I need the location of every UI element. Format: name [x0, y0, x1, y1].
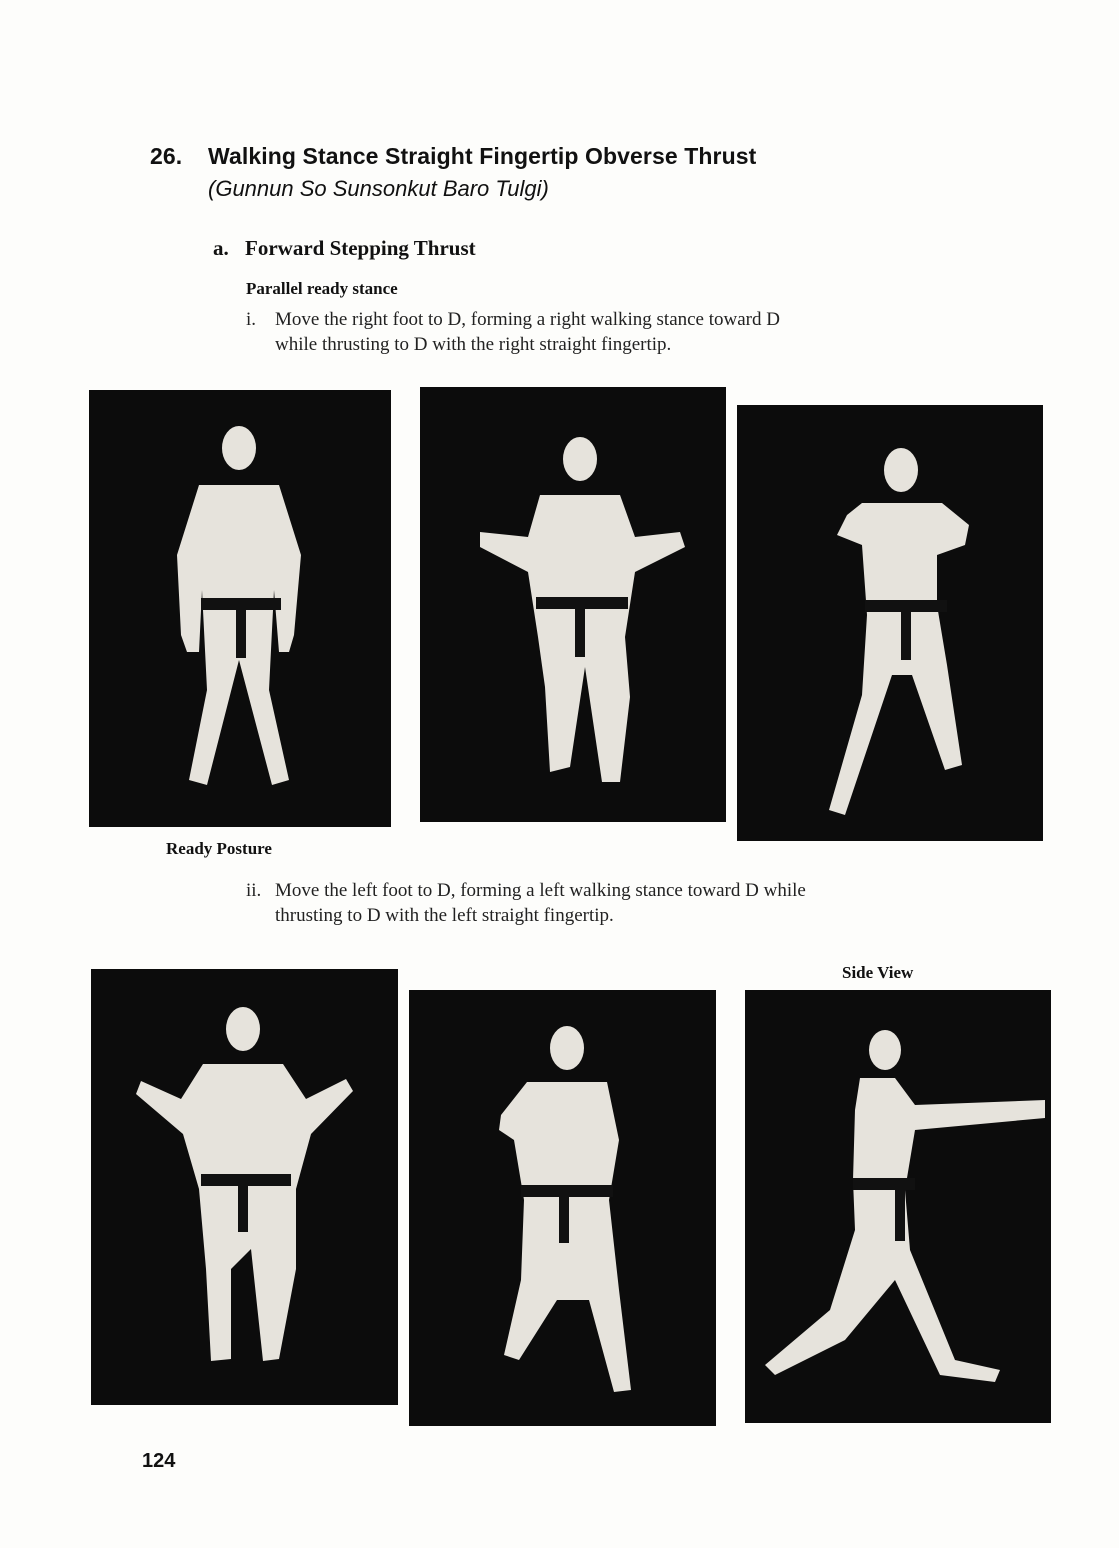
- step-ii-line1: Move the left foot to D, forming a left walking stance toward D while: [275, 880, 806, 901]
- step-i-label: i.: [246, 309, 257, 330]
- subsection-label: a.: [213, 236, 229, 260]
- ready-posture-caption: Ready Posture: [166, 839, 272, 858]
- section-title: Walking Stance Straight Fingertip Obverse Thrust: [208, 143, 757, 169]
- photo-ready-posture: [89, 390, 391, 827]
- page-number: 124: [142, 1450, 176, 1472]
- step-ii-line2: thrusting to D with the left straight fingertip.: [275, 905, 614, 926]
- photo-step-ii-b: [409, 990, 716, 1426]
- photo-side-view: [745, 990, 1051, 1423]
- photo-step-i-a: [420, 387, 726, 822]
- section-number: 26.: [150, 143, 183, 169]
- section-heading: [150, 143, 756, 170]
- subsection-heading: [213, 236, 476, 261]
- section-subtitle: (Gunnun So Sunsonkut Baro Tulgi): [208, 176, 549, 201]
- step-i-line1: Move the right foot to D, forming a right walking stance toward D: [275, 309, 780, 330]
- photo-step-i-b: [737, 405, 1043, 841]
- side-view-caption: Side View: [842, 963, 914, 982]
- photo-step-ii-a: [91, 969, 398, 1405]
- step-i-line2: while thrusting to D with the right straight fingertip.: [275, 334, 672, 355]
- step-i: [246, 307, 986, 359]
- step-ii: [246, 878, 1006, 930]
- start-stance-label: Parallel ready stance: [246, 279, 398, 298]
- subsection-title: Forward Stepping Thrust: [245, 236, 476, 260]
- step-ii-label: ii.: [246, 880, 262, 901]
